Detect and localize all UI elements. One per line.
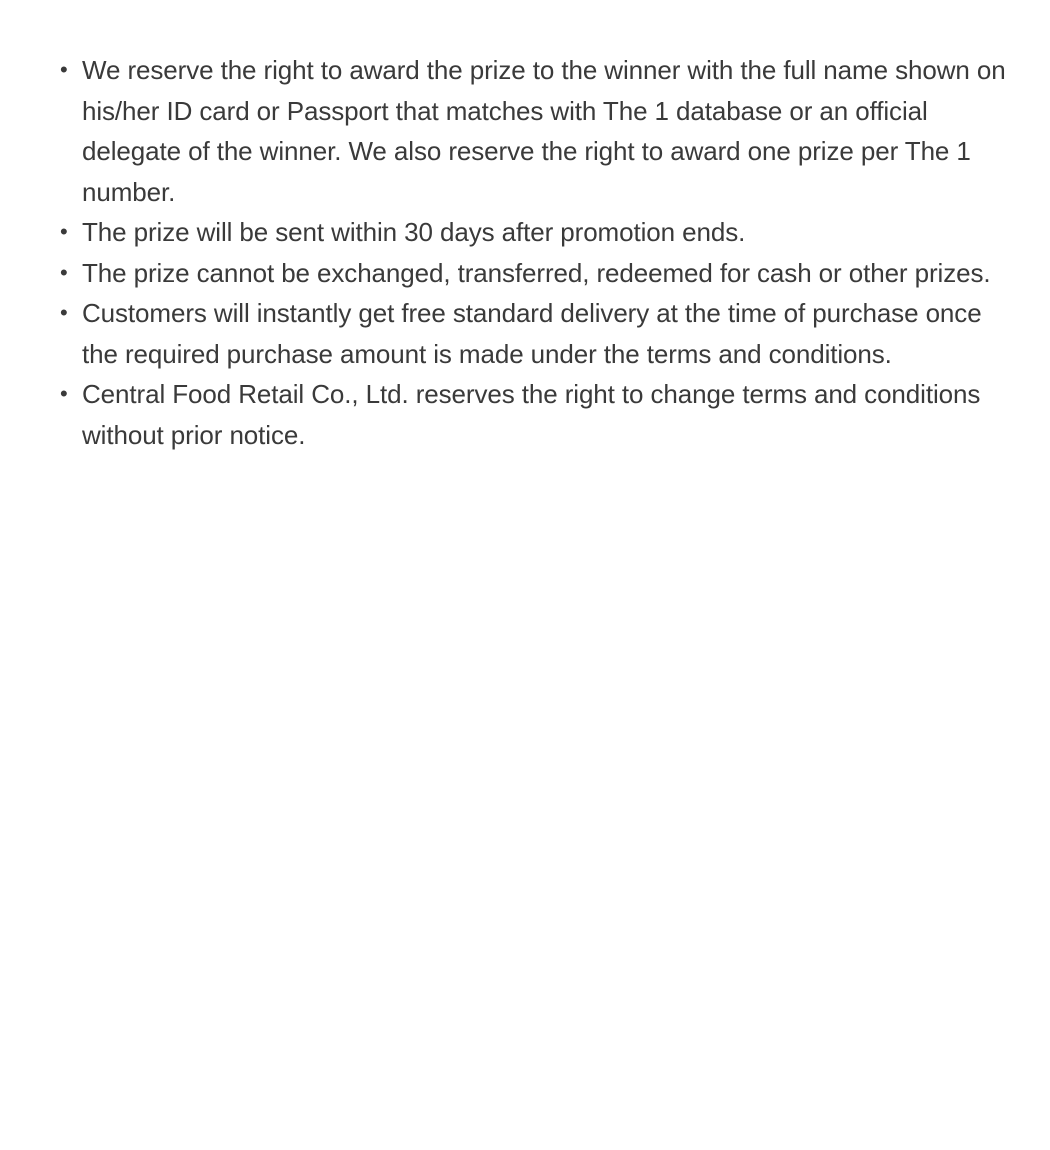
bullet-icon: • xyxy=(60,259,68,285)
terms-item xyxy=(60,253,1010,294)
terms-item-text: Customers will instantly get free standard delivery at the time of purchase once the required purchase amount is made under the terms and conditions. xyxy=(82,298,982,369)
terms-item xyxy=(60,50,1010,212)
terms-item-text: Central Food Retail Co., Ltd. reserves the right to change terms and conditions without prior notice. xyxy=(82,379,981,450)
bullet-icon: • xyxy=(60,219,68,244)
terms-item-text: We reserve the right to award the prize to the winner with the full name shown on his/her ID card or Passport that matches with The 1 database or an official delegate of the winner. We also reserve the right to award one prize per The 1 number. xyxy=(82,55,1006,207)
terms-item xyxy=(60,293,1010,374)
terms-item xyxy=(60,374,1010,455)
terms-item-text: The prize cannot be exchanged, transferred, redeemed for cash or other prizes. xyxy=(82,257,991,288)
bullet-icon: • xyxy=(60,381,68,406)
terms-and-conditions xyxy=(0,50,1050,455)
terms-list xyxy=(0,50,1050,455)
bullet-icon: • xyxy=(60,300,68,325)
bullet-icon: • xyxy=(60,57,68,82)
terms-item-text: The prize will be sent within 30 days after promotion ends. xyxy=(82,217,746,247)
terms-item xyxy=(60,212,1010,253)
